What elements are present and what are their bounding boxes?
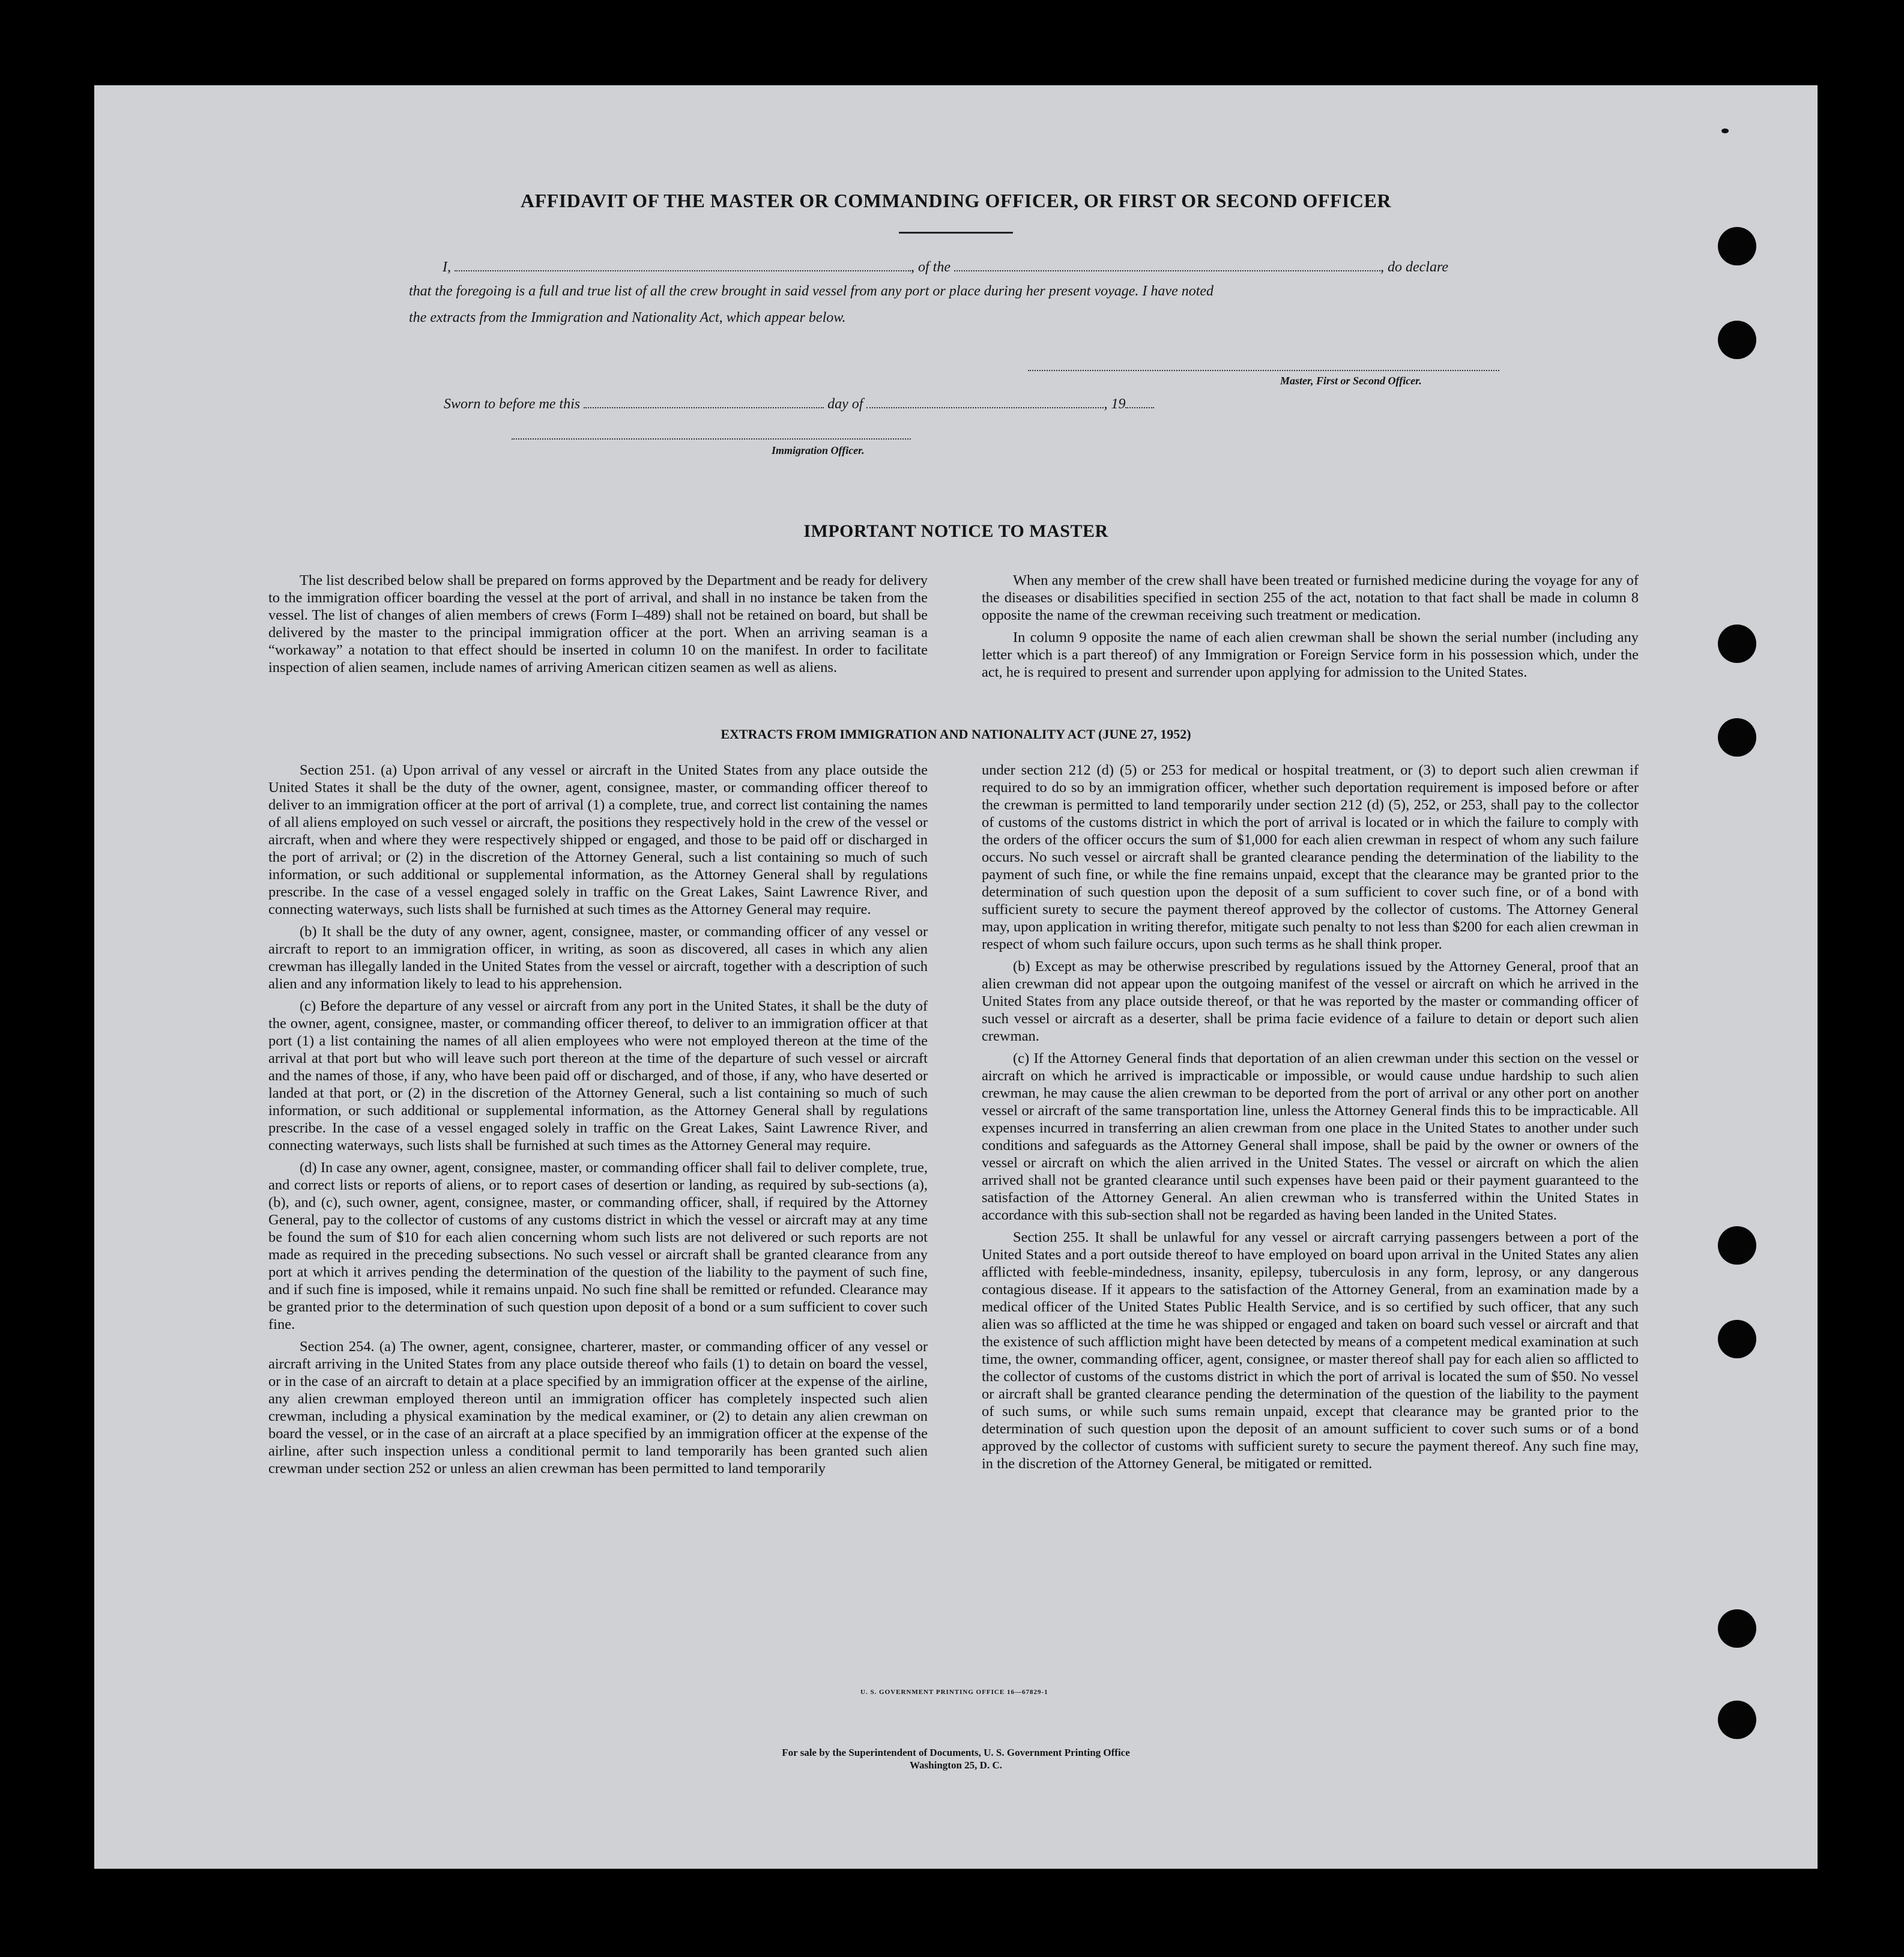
document-page <box>94 85 1818 1869</box>
master-signature-line[interactable] <box>1028 370 1499 371</box>
notice-left-column <box>268 572 928 681</box>
immigration-officer-caption: Immigration Officer. <box>772 444 865 456</box>
sworn-year-field[interactable] <box>1125 395 1154 408</box>
notice-paragraph: When any member of the crew shall have been treated or furnished medicine during the voyage for any of the diseases or disabilities specified in section 255 of the act, notation to that fact shall be made in column 8 opposite the name of the crewman receiving such treatment or medication. <box>982 572 1639 623</box>
extract-paragraph: Section 255. It shall be unlawful for any vessel or aircraft carrying passengers between a port of the United States and a port outside thereof to have employed on board upon arrival in the United States any alien afflicted with feeble-mindedness, insanity, epilepsy, tuberculosis in any form, leprosy, or any dangerous contagious disease. If it appears to the satisfaction of the Attorney General, from an examination made by a medical officer of the United States Public Health Service, and is so certified by such officer, that any such alien was so afflicted at the time he was shipped or engaged and taken on board such vessel or aircraft and that the existence of such affliction might have been detected by means of a competent medical examination at such time, the owner, commanding officer, agent, consignee, or master thereof shall pay for each alien so afflicted to the collector of customs of the customs district in which the port of arrival is located the sum of $50. No vessel or aircraft shall be granted clearance pending the determination of the question of the liability to the payment of such sums, or while such sums remain unpaid, except that clearance may be granted prior to the determination of such question upon the deposit of an amount sufficient to cover such sums or of a bond approved by the collector of customs with sufficient surety to secure the payment thereof. Any such fine may, in the discretion of the Attorney General, be mitigated or remitted. <box>982 1229 1639 1472</box>
extract-paragraph: (b) Except as may be otherwise prescribed by regulations issued by the Attorney General, proof that an alien crewman did not appear upon the outgoing manifest of the vessel or aircraft on which he arrived in the United States from any place outside thereof, or that he was reported by the master or commanding officer of such vessel or aircraft as a deserter, shall be prima facie evidence of a failure to detain or deport such alien crewman. <box>982 958 1639 1044</box>
statement-line-1: that the foregoing is a full and true list of all the crew brought in said vessel from any port or place during her present voyage. I have noted <box>409 283 1214 299</box>
extracts-title: EXTRACTS FROM IMMIGRATION AND NATIONALITY ACT (JUNE 27, 1952) <box>721 727 1191 742</box>
extract-paragraph: (d) In case any owner, agent, consignee, master, or commanding officer shall fail to deliver complete, true, and correct lists or reports of aliens, or to report cases of desertion or landing, as required by sub-sections (a), (b), and (c), such owner, agent, consignee, master, or commanding officer, shall, if required by the Attorney General, pay to the collector of customs of any customs district in which the vessel or aircraft may at any time be found the sum of $10 for each alien concerning whom such lists are not delivered or such reports are not made as required in the preceding subsections. No such vessel or aircraft shall be granted clearance from any port at which it arrives pending the determination of the question of the liability to the payment of such fine, and if such fine is imposed, while it remains unpaid. No such fine shall be remitted or refunded. Clearance may be granted prior to the determination of such question upon deposit of a bond or a sum sufficient to cover such fine. <box>268 1160 928 1332</box>
notice-paragraph: The list described below shall be prepared on forms approved by the Department and be ready for delivery to the immigration officer boarding the vessel at the port of arrival, and shall in no instance be taken from the vessel. The list of changes of alien members of crews (Form I–489) shall not be retained on board, but shall be delivered by the master to the principal immigration officer at the port. When an arriving seaman is a “workaway” a notation to that effect should be inserted in column 10 on the manifest. In order to facilitate inspection of alien seamen, include names of arriving American citizen seamen as well as aliens. <box>268 572 928 676</box>
vessel-field[interactable] <box>954 258 1380 271</box>
sworn-label: Sworn to before me this <box>444 396 581 412</box>
do-declare-label: , do declare <box>1380 259 1449 275</box>
extract-paragraph: (b) It shall be the duty of any owner, agent, consignee, master, or commanding officer of any vessel or aircraft to report to an immigration officer, in writing, as soon as discovered, all cases in which any alien crewman has illegally landed in the United States from the vessel or aircraft, together with a description of such alien and any information likely to lead to his apprehension. <box>268 924 928 992</box>
master-caption: Master, First or Second Officer. <box>1280 375 1422 387</box>
notice-paragraph: In column 9 opposite the name of each alien crewman shall be shown the serial number (including any letter which is a part thereof) of any Immigration or Foreign Service form in his possession which, under the act, he is required to present and surrender upon applying for admission to the United States. <box>982 629 1639 680</box>
sale-line-1: For sale by the Superintendent of Documents, U. S. Government Printing Office <box>782 1747 1130 1758</box>
notice-title: IMPORTANT NOTICE TO MASTER <box>803 521 1108 541</box>
extract-paragraph: Section 251. (a) Upon arrival of any vessel or aircraft in the United States from any place outside the United States it shall be the duty of the owner, agent, consignee, master, or commanding officer thereof to deliver to an immigration officer at the port of arrival (1) a complete, true, and correct list containing the names of all aliens employed on such vessel or aircraft, the positions they respectively hold in the crew of the vessel or aircraft, when and where they were respectively shipped or engaged, and those to be paid off or discharged in the port of arrival; or (2) in the discretion of the Attorney General, such a list containing so much of such information, or such additional or supplemental information, as the Attorney General shall by regulations prescribe. In the case of a vessel engaged solely in traffic on the Great Lakes, Saint Lawrence River, and connecting waterways, such lists shall be furnished at such times as the Attorney General may require. <box>268 762 928 918</box>
affidavit-title: AFFIDAVIT OF THE MASTER OR COMMANDING OFFICER, OR FIRST OR SECOND OFFICER <box>521 190 1391 211</box>
sworn-month-field[interactable] <box>866 395 1104 408</box>
speck-mark <box>1721 129 1729 133</box>
binder-hole <box>1718 1226 1756 1265</box>
binder-hole <box>1718 1701 1756 1739</box>
extract-paragraph: (c) Before the departure of any vessel or aircraft from any port in the United States, it shall be the duty of the owner, agent, consignee, master, or commanding officer thereof, to deliver to an immigration officer at that port (1) a list containing the names of all alien employees who were not employed thereon at the time of the arrival at that port but who will leave such port thereon at the time of the departure of such vessel or aircraft and the names of those, if any, who have been paid off or discharged, and of those, if any, who have deserted or landed at that port, or (2) in the discretion of the Attorney General, such a list containing so much of such information, or such additional or supplemental information, as the Attorney General shall by regulations prescribe. In the case of a vessel engaged solely in traffic on the Great Lakes, Saint Lawrence River, and connecting waterways, such lists shall be furnished at such times as the Attorney General may require. <box>268 998 928 1154</box>
binder-hole <box>1718 321 1756 359</box>
extracts-left-column <box>268 761 928 1482</box>
gpo-imprint: U. S. GOVERNMENT PRINTING OFFICE 16—67829-1 <box>860 1689 1048 1696</box>
title-rule <box>899 232 1013 234</box>
binder-hole <box>1718 227 1756 265</box>
sworn-line <box>444 395 1154 413</box>
name-field[interactable] <box>455 258 911 271</box>
sale-line-2: Washington 25, D. C. <box>910 1759 1002 1771</box>
extract-paragraph: under section 212 (d) (5) or 253 for medical or hospital treatment, or (3) to deport such alien crewman if required to do so by an immigration officer, whether such deportation requirement is imposed before or after the crewman is permitted to land temporarily under section 212 (d) (5), 252, or 253, shall pay to the collector of customs of the customs district in which the port of arrival is located or in which the failure to comply with the orders of the officer occurs the sum of $1,000 for each alien crewman in respect of whom any such failure occurs. No such vessel or aircraft shall be granted clearance pending the determination of the liability to the payment of such fine, or while the fine remains unpaid, except that the clearance may be granted prior to the determination of such question upon the deposit of a sum sufficient to cover such fine, or of a bond with sufficient surety to secure the payment thereof approved by the collector of customs. The Attorney General may, upon application in writing therefor, mitigate such penalty to not less than $200 for each alien crewman in respect of whom such failure occurs, upon such terms as he shall think proper. <box>982 762 1639 952</box>
statement-line-2: the extracts from the Immigration and Nationality Act, which appear below. <box>409 310 846 325</box>
day-of-label: day of <box>827 396 863 412</box>
sworn-day-field[interactable] <box>584 395 824 408</box>
notice-right-column <box>982 572 1639 686</box>
binder-hole <box>1718 1320 1756 1358</box>
binder-hole <box>1718 1609 1756 1648</box>
sale-notice <box>94 1746 1818 1771</box>
year-label: , 19 <box>1104 396 1126 412</box>
i-label: I, <box>443 259 451 275</box>
declaration-line <box>443 258 1448 276</box>
immigration-officer-signature-line[interactable] <box>512 438 911 440</box>
extracts-right-column <box>982 761 1639 1477</box>
binder-hole <box>1718 625 1756 663</box>
of-the-label: , of the <box>911 259 950 275</box>
extract-paragraph: Section 254. (a) The owner, agent, consignee, charterer, master, or commanding officer of any vessel or aircraft arriving in the United States from any place outside thereof who fails (1) to detain on board the vessel, or in the case of an aircraft to detain at a place specified by an immigration officer at the expense of the airline, any alien crewman employed thereon until an immigration officer has completely inspected such alien crewman, including a physical examination by the medical examiner, or (2) to detain any alien crewman on board the vessel, or in the case of an aircraft at a place specified by an immigration officer at the expense of the airline, after such inspection unless a conditional permit to land temporarily has been granted such alien crewman under section 252 or unless an alien crewman has been permitted to land temporarily <box>268 1338 928 1477</box>
extract-paragraph: (c) If the Attorney General finds that deportation of an alien crewman under this section on the vessel or aircraft on which he arrived is impracticable or impossible, or would cause undue hardship to such alien crewman, he may cause the alien crewman to be deported from the port of arrival or any other port on another vessel or aircraft of the same transportation line, unless the Attorney General finds this to be impracticable. All expenses incurred in transferring an alien crewman from one place in the United States to another under such conditions and safeguards as the Attorney General shall impose, shall be paid by the owner or owners of the vessel or aircraft on which the alien arrived in the United States. The vessel or aircraft on which the alien arrived shall not be granted clearance until such expenses have been paid or their payment guaranteed to the satisfaction of the Attorney General. An alien crewman who is transferred within the United States in accordance with this sub-section shall not be regarded as having been landed in the United States. <box>982 1050 1639 1223</box>
